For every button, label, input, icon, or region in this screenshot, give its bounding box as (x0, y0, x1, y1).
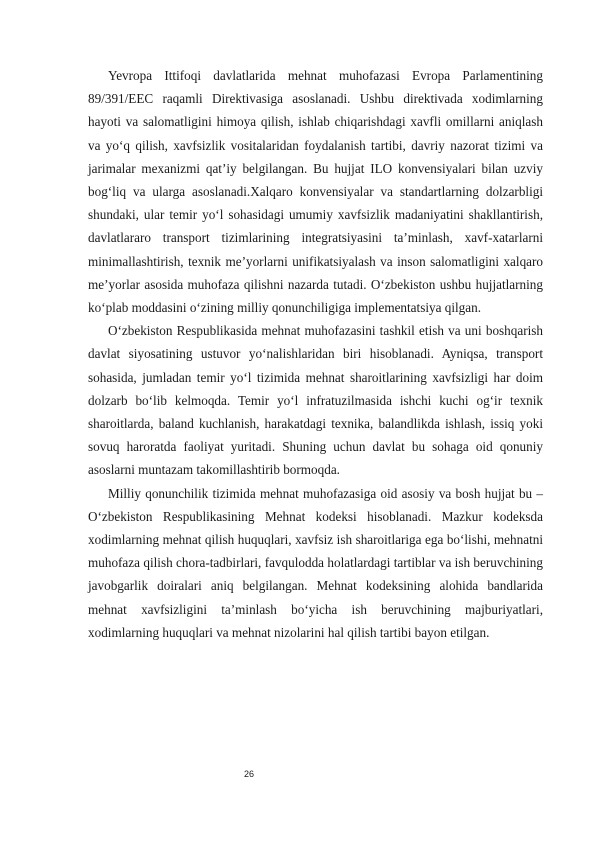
document-body (88, 64, 543, 644)
paragraph-uzbekistan-policy: O‘zbekiston Respublikasida mehnat muhofazasini tashkil etish va uni boshqarish davlat siyosatining ustuvor yo‘nalishlaridan biri hisoblanadi. Ayniqsa, transport sohasida, jumladan temir yo‘l tizimida mehnat sharoitlarining xavfsizligi har doim dolzarb bo‘lib kelmoqda. Temir yo‘l infratuzilmasida ishchi kuchi og‘ir texnik sharoitlarda, baland kuchlanish, harakatdagi texnika, balandlikda ishlash, issiq yoki sovuq haroratda faoliyat yuritadi. Shuning uchun davlat bu sohaga oid qonuniy asoslarni muntazam takomillashtirib bormoqda. (88, 323, 543, 478)
page-number: 26 (244, 769, 255, 779)
paragraph-labor-code: Milliy qonunchilik tizimida mehnat muhofazasiga oid asosiy va bosh hujjat bu – O‘zbekiston Respublikasining Mehnat kodeksi hisoblanadi. Mazkur kodeksda xodimlarning mehnat qilish huquqlari, xavfsiz ish sharoitlariga ega bo‘lishi, mehnatni muhofaza qilish chora-tadbirlari, favqulodda holatlardagi tartiblar va ish beruvchining javobgarlik doiralari aniq belgilangan. Mehnat kodeksining alohida bandlarida mehnat xavfsizligini ta’minlash bo‘yicha ish beruvchining majburiyatlari, xodimlarning huquqlari va mehnat nizolarini hal qilish tartibi bayon etilgan. (88, 485, 543, 640)
paragraph-eu-directive: Yevropa Ittifoqi davlatlarida mehnat muhofazasi Evropa Parlamentining 89/391/EEC raqamli Direktivasiga asoslanadi. Ushbu direktivada xodimlarning hayoti va salomatligini himoya qilish, ishlab chiqarishdagi xavfli omillarni aniqlash va yo‘q qilish, xavfsizlik vositalaridan foydalanish tartibi, davriy nazorat tizimi va jarimalar mexanizmi qat’iy belgilangan. Bu hujjat ILO konvensiyalari bilan uzviy bog‘liq va ularga asoslanadi.Xalqaro konvensiyalar va standartlarning dolzarbligi shundaki, ular temir yo‘l sohasidagi umumiy xavfsizlik madaniyatini shakllantirish, davlatlararo transport tizimlarining integratsiyasini ta’minlash, xavf-xatarlarni minimallashtirish, texnik me’yorlarni unifikatsiyalash va inson salomatligini xalqaro me’yorlar asosida muhofaza qilishni nazarda tutadi. O‘zbekiston ushbu hujjatlarning ko‘plab moddasini o‘zining milliy qonunchiligiga implementatsiya qilgan. (88, 68, 543, 316)
